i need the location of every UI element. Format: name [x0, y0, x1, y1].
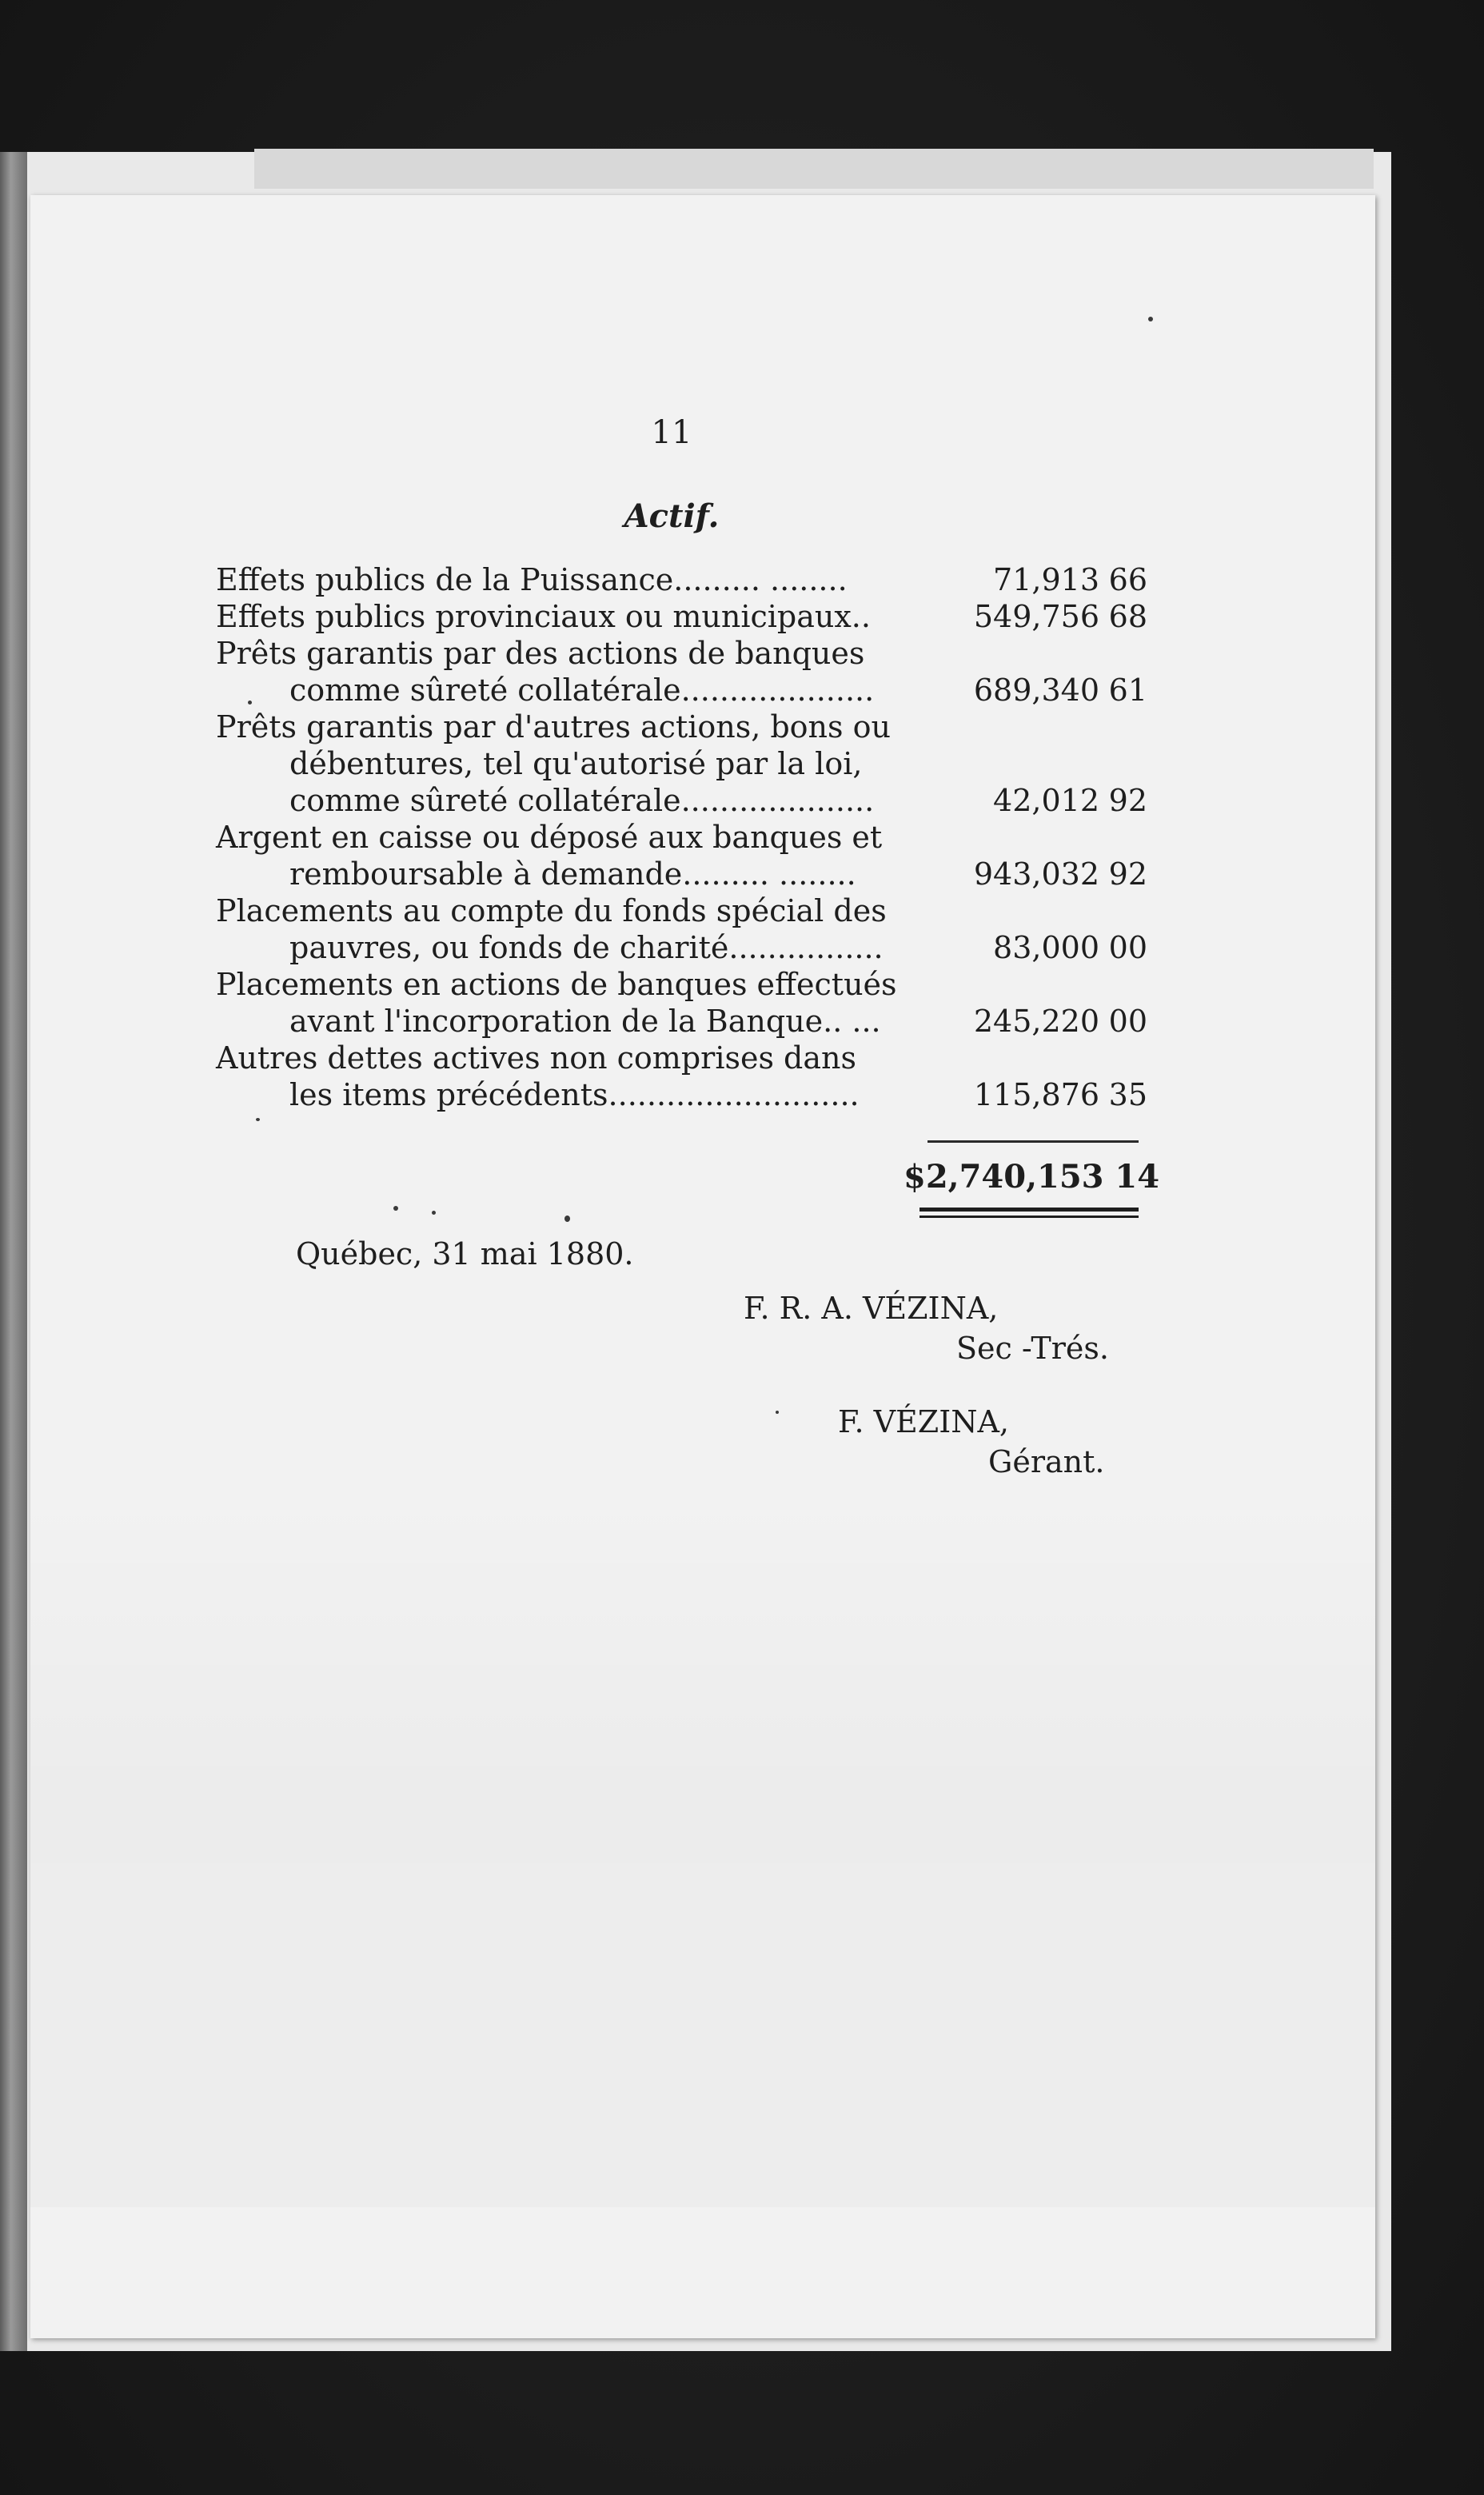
amount-cents: 68: [1108, 599, 1147, 634]
ledger-row-line: Effets publics provinciaux ou municipaux..: [216, 599, 871, 634]
ledger-row-amount: [955, 672, 1147, 709]
ledger-row: [216, 819, 1147, 892]
dust-speck: [256, 1118, 260, 1121]
section-heading: Actif.: [624, 497, 720, 535]
ledger-row: [216, 709, 1147, 819]
ledger-row-amount: [955, 856, 1147, 892]
signatory-title: Sec -Trés.: [956, 1331, 1109, 1366]
ledger-row-line: Placements au compte du fonds spécial des: [216, 893, 887, 928]
ledger-row: [216, 966, 1147, 1040]
amount-dollars: 115,876: [973, 1077, 1099, 1112]
assets-ledger: [216, 561, 1147, 1113]
dust-speck: [432, 1211, 436, 1215]
ledger-row-line: Autres dettes actives non comprises dans: [216, 1040, 857, 1076]
ledger-row-line: comme sûreté collatérale....................: [289, 783, 875, 818]
ledger-row-line: comme sûreté collatérale....................: [289, 673, 875, 708]
ledger-row: [216, 598, 1147, 635]
ledger-row-line: Effets publics de la Puissance......... ........: [216, 562, 848, 597]
amount-cents: 00: [1108, 930, 1147, 965]
amount-cents: 66: [1108, 562, 1147, 597]
amount-cents: 00: [1108, 1004, 1147, 1039]
ledger-row-line: les items précédents..........................: [289, 1077, 860, 1112]
ledger-row-amount: [955, 1003, 1147, 1040]
amount-dollars: 42,012: [993, 783, 1099, 818]
signatory-title: Gérant.: [988, 1444, 1105, 1479]
amount-dollars: 83,000: [993, 930, 1099, 965]
ledger-row-amount: [955, 598, 1147, 635]
place-and-date: Québec, 31 mai 1880.: [296, 1236, 634, 1271]
ledger-row-line: Prêts garantis par d'autres actions, bons ou: [216, 709, 891, 745]
subtotal-rule: [927, 1140, 1139, 1143]
amount-dollars: 245,220: [973, 1004, 1099, 1039]
amount-dollars: 689,340: [973, 673, 1099, 708]
ledger-row: [216, 892, 1147, 966]
page-number: 11: [651, 414, 692, 451]
signatory-name: F. R. A. VÉZINA,: [744, 1291, 999, 1326]
ledger-row: [216, 561, 1147, 598]
amount-cents: 92: [1108, 856, 1147, 892]
amount-dollars: 943,032: [973, 856, 1099, 892]
ledger-total: $2,740,153 14: [904, 1158, 1160, 1196]
ledger-row: [216, 635, 1147, 709]
dust-speck: [393, 1206, 398, 1211]
ledger-row-amount: [955, 782, 1147, 819]
ledger-row-line: Prêts garantis par des actions de banques: [216, 636, 865, 671]
ledger-row-amount: [955, 929, 1147, 966]
dust-speck: [248, 701, 252, 705]
binding-edge: [0, 152, 27, 2351]
ledger-row: [216, 1040, 1147, 1113]
signatory-name: F. VÉZINA,: [838, 1404, 1009, 1439]
dust-speck: [564, 1216, 570, 1222]
ledger-row-line: avant l'incorporation de la Banque.. ...: [289, 1004, 881, 1039]
backing-strip: [254, 149, 1374, 189]
amount-cents: 35: [1108, 1077, 1147, 1112]
ledger-row-amount: [955, 1076, 1147, 1113]
ledger-row-line: Placements en actions de banques effectués: [216, 967, 897, 1002]
amount-cents: 61: [1108, 673, 1147, 708]
amount-dollars: 71,913: [993, 562, 1099, 597]
ledger-row-line: débentures, tel qu'autorisé par la loi,: [289, 746, 863, 781]
ledger-row-line: Argent en caisse ou déposé aux banques et: [216, 820, 883, 855]
amount-cents: 92: [1108, 783, 1147, 818]
ledger-row-amount: [955, 561, 1147, 598]
amount-dollars: 549,756: [973, 599, 1099, 634]
dust-speck: [1148, 317, 1153, 321]
dust-speck: [776, 1411, 779, 1414]
total-double-rule-bottom: [920, 1216, 1139, 1218]
ledger-row-line: remboursable à demande......... ........: [289, 856, 856, 892]
ledger-row-line: pauvres, ou fonds de charité................: [289, 930, 884, 965]
total-double-rule-top: [920, 1208, 1139, 1212]
